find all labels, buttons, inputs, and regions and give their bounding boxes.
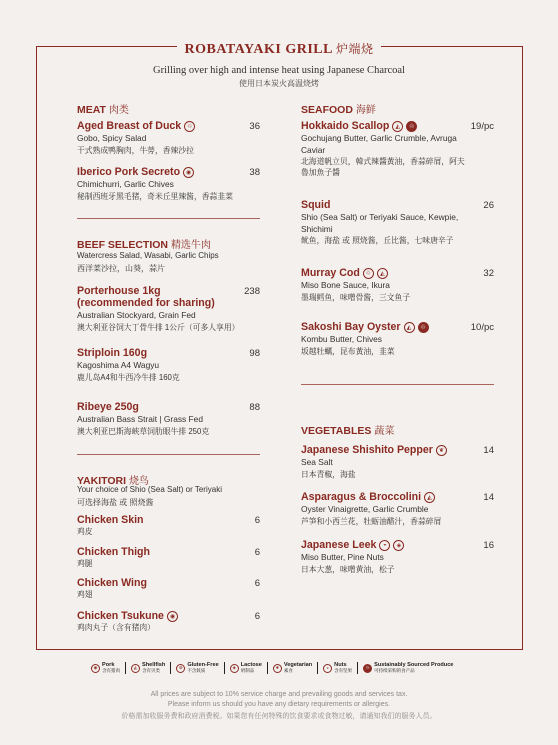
legend-label-zh: 含有坚果: [334, 668, 353, 673]
legend-item-lactose: [225, 662, 268, 674]
legend-item-pork: [86, 662, 126, 674]
item-desc-zh: 鸡肉丸子（含有猪肉）: [77, 623, 155, 632]
heading-en: SEAFOOD: [301, 104, 353, 116]
item-desc: Sea Salt: [301, 457, 333, 467]
item-name-text: Chicken Tsukune: [77, 610, 164, 622]
item-name: Porterhouse 1kg: [77, 285, 161, 297]
item-name: [301, 491, 494, 503]
item-desc-zh: 日本青椒，海盐: [301, 469, 356, 479]
menu-item: [77, 285, 260, 333]
menu-header: [0, 42, 558, 66]
legend-item-shellfish: [126, 662, 171, 674]
gluten-free-icon: ⊘: [176, 664, 185, 673]
shellfish-icon: ◭: [377, 268, 388, 279]
item-name: [77, 120, 260, 132]
item-desc-zh: 澳大利亚谷饲大丁骨牛排 1公斤（可多人享用）: [77, 322, 240, 332]
item-desc: Gochujang Butter, Garlic Crumble, Avruga Caviar: [301, 133, 457, 155]
heading-zh: 蔬菜: [374, 426, 395, 437]
item-name: Squid: [301, 199, 331, 211]
item-name-text: Hokkaido Scallop: [301, 120, 390, 132]
menu-item: [77, 546, 260, 569]
legend-label-zh: 不含麸质: [187, 668, 206, 673]
item-price: 10/pc: [470, 322, 494, 333]
shellfish-icon: ◭: [392, 121, 403, 132]
section-heading-beef: [77, 236, 211, 251]
heading-zh: 烧鸟: [128, 476, 149, 487]
item-name-note: (recommended for sharing): [77, 297, 215, 309]
divider: [77, 218, 260, 219]
legend-item-nuts: [318, 662, 358, 674]
title-en: ROBATAYAKI GRILL: [184, 42, 333, 57]
menu-item: [301, 491, 494, 527]
allergen-legend: [86, 659, 476, 677]
menu-item: [77, 166, 260, 202]
item-name: Striploin 160g: [77, 347, 148, 359]
item-price: 16: [483, 540, 494, 551]
menu-item: [77, 347, 260, 383]
item-desc: Miso Butter, Pine Nuts: [301, 552, 384, 562]
section-note: Your choice of Shio (Sea Salt) or Teriyaki: [77, 485, 222, 494]
legend-label: Vegetarian: [283, 662, 313, 668]
footer-dietary-note: Please inform us should you have any dietary requirements or allergies.: [167, 701, 391, 708]
divider: [77, 454, 260, 455]
item-name: [301, 120, 494, 132]
section-note-zh: 可选择海盐 或 照烧酱: [77, 498, 154, 507]
item-desc-zh: 墨瑞鳕鱼，味噌骨酱，三文鱼子: [301, 292, 411, 302]
item-desc-zh: 日本大葱，味噌黄油，松子: [301, 564, 395, 574]
item-desc-zh: 坂越牡蠣，昆布黃油，韭菜: [301, 346, 395, 356]
legend-label-zh: 含有贝类: [142, 668, 160, 673]
shellfish-icon: ◭: [131, 664, 140, 673]
legend-label-zh: 素食: [283, 668, 293, 673]
shellfish-icon: ◭: [424, 492, 435, 503]
item-desc-zh: 芦笋和小西兰花，牡蛎油醋汁，香蒜碎屑: [301, 516, 442, 526]
section-note: Watercress Salad, Wasabi, Garlic Chips: [77, 251, 219, 260]
pork-icon: ◉: [167, 611, 178, 622]
vegetarian-icon: ❦: [273, 664, 282, 673]
sustainable-icon: ♲: [406, 121, 417, 132]
sustainable-icon: ♲: [184, 121, 195, 132]
item-desc: Chimichurri, Garlic Chives: [77, 179, 174, 189]
item-desc: Miso Bone Sauce, Ikura: [301, 280, 390, 290]
legend-label-zh: 含有猪肉: [102, 668, 120, 673]
item-price: 6: [254, 611, 260, 622]
item-name: Chicken Wing: [77, 577, 147, 589]
item-price: 6: [254, 578, 260, 589]
legend-label: Gluten-Free: [187, 662, 219, 668]
item-name-text: Aged Breast of Duck: [77, 120, 182, 132]
item-desc: Oyster Vinaigrette, Garlic Crumble: [301, 504, 429, 514]
page-title: [177, 40, 382, 58]
legend-item-vegetarian: [268, 662, 318, 674]
item-name-text: Iberico Pork Secreto: [77, 166, 181, 178]
item-desc-zh: 鸡翅: [77, 590, 93, 599]
item-name: [301, 444, 494, 456]
item-name: [77, 166, 260, 178]
divider: [301, 384, 494, 385]
item-price: 238: [244, 286, 260, 297]
legend-label: Pork: [102, 662, 115, 668]
sustainable-icon: ♲: [418, 322, 429, 333]
item-desc-zh: 鸡腿: [77, 559, 93, 568]
legend-label: Shellfish: [142, 662, 166, 668]
item-price: 6: [254, 515, 260, 526]
footer-note-zh: 价格需加收服务费和政府消费税。如果您有任何特殊的饮食要求或食物过敏，请通知我们的服务人员。: [121, 713, 437, 720]
menu-item: [77, 401, 260, 437]
item-price: 38: [249, 167, 260, 178]
section-heading-vegetables: [301, 422, 394, 437]
item-name-text: Asparagus & Broccolini: [301, 491, 422, 503]
item-name: Ribeye 250g: [77, 401, 139, 413]
item-price: 19/pc: [470, 121, 494, 132]
item-name: [301, 267, 494, 279]
legend-label: Nuts: [334, 662, 347, 668]
item-desc-zh: 鱿鱼，海盐 或 照烧酱，丘比酱，七味唐辛子: [301, 236, 454, 245]
item-desc: Australian Stockyard, Grain Fed: [77, 310, 196, 320]
item-desc-zh: 秘制西班牙黑毛猪，奇米丘里辣酱，香蒜韭菜: [77, 191, 233, 201]
heading-zh: 海鲜: [355, 105, 376, 116]
item-price: 32: [483, 268, 494, 279]
menu-item: [301, 539, 494, 575]
item-price: 88: [249, 402, 260, 413]
item-price: 98: [249, 348, 260, 359]
pork-icon: ◉: [91, 664, 100, 673]
legend-item-sustainable: [358, 662, 458, 674]
title-zh: 炉端烧: [335, 42, 374, 56]
item-name-text: Japanese Shishito Pepper: [301, 444, 433, 456]
item-desc: Gobo, Spicy Salad: [77, 133, 147, 143]
section-note-zh: 西洋菜沙拉，山葵，蒜片: [77, 264, 165, 273]
item-price: 14: [483, 492, 494, 503]
item-desc-zh: 鸡皮: [77, 527, 93, 536]
heading-en: VEGETABLES: [301, 425, 372, 437]
menu-item: [77, 120, 260, 156]
item-price: 14: [483, 445, 494, 456]
heading-zh: 肉类: [108, 105, 129, 116]
legend-label-zh: 奶制品: [240, 668, 255, 673]
subtitle-zh: 使用日本炭火高温烧烤: [239, 79, 319, 88]
pork-icon: ◉: [183, 167, 194, 178]
item-desc-zh: 澳大利亚巴斯海峡草饲肋眼牛排 250克: [77, 426, 210, 436]
item-desc-zh: 北海道帆立贝，韓式辣醬黃油，香蒜碎屑，阿夫魯加魚子醬: [301, 157, 465, 177]
menu-item: [301, 444, 494, 480]
menu-item: [77, 610, 260, 633]
heading-zh: 精选牛肉: [170, 240, 211, 251]
legend-label: Sustainably Sourced Produce: [374, 662, 454, 668]
item-name: [301, 321, 494, 333]
menu-item: [301, 267, 494, 303]
sustainable-icon: ♲: [363, 664, 372, 673]
item-desc: Shio (Sea Salt) or Teriyaki Sauce, Kewpie, Shichimi: [301, 212, 459, 234]
heading-en: MEAT: [77, 104, 106, 116]
menu-item: [301, 120, 494, 178]
item-desc: Kombu Butter, Chives: [301, 334, 382, 344]
nuts-icon: ◒: [323, 664, 332, 673]
menu-item: [77, 514, 260, 537]
nuts-icon: ◒: [379, 540, 390, 551]
item-name-text: Sakoshi Bay Oyster: [301, 321, 401, 333]
legend-label-zh: 可持续采购的食产品: [374, 668, 415, 673]
item-price: 6: [254, 547, 260, 558]
legend-item-gluten-free: [171, 662, 224, 674]
section-heading-seafood: [301, 101, 376, 116]
item-price: 26: [483, 200, 494, 211]
lactose-icon: ◈: [393, 540, 404, 551]
item-name-text: Murray Cod: [301, 267, 360, 279]
menu-item: [77, 577, 260, 600]
heading-en: YAKITORI: [77, 475, 127, 487]
heading-en: BEEF SELECTION: [77, 239, 169, 251]
legend-label: Lactose: [240, 662, 262, 668]
menu-item: [301, 321, 494, 357]
item-desc-zh: 干式熟成鸭胸肉，牛蒡，香辣沙拉: [77, 145, 194, 155]
shellfish-icon: ◭: [404, 322, 415, 333]
lactose-icon: ◈: [230, 664, 239, 673]
item-name: Chicken Skin: [77, 514, 144, 526]
item-desc-zh: 鹿儿岛A4和牛西冷牛排 160克: [77, 372, 180, 382]
menu-item: [301, 199, 494, 246]
sustainable-icon: ♲: [363, 268, 374, 279]
item-name: [301, 539, 494, 551]
vegetarian-icon: ❦: [436, 445, 447, 456]
item-desc: Australian Bass Strait | Grass Fed: [77, 414, 203, 424]
item-name: Chicken Thigh: [77, 546, 150, 558]
item-name: [77, 610, 260, 622]
footer-service-charge: All prices are subject to 10% service charge and prevailing goods and services tax.: [150, 691, 408, 698]
item-desc: Kagoshima A4 Wagyu: [77, 360, 160, 370]
subtitle: Grilling over high and intense heat using Japanese Charcoal: [153, 65, 405, 76]
item-price: 36: [249, 121, 260, 132]
section-heading-meat: [77, 101, 129, 116]
item-name-text: Japanese Leek: [301, 539, 377, 551]
